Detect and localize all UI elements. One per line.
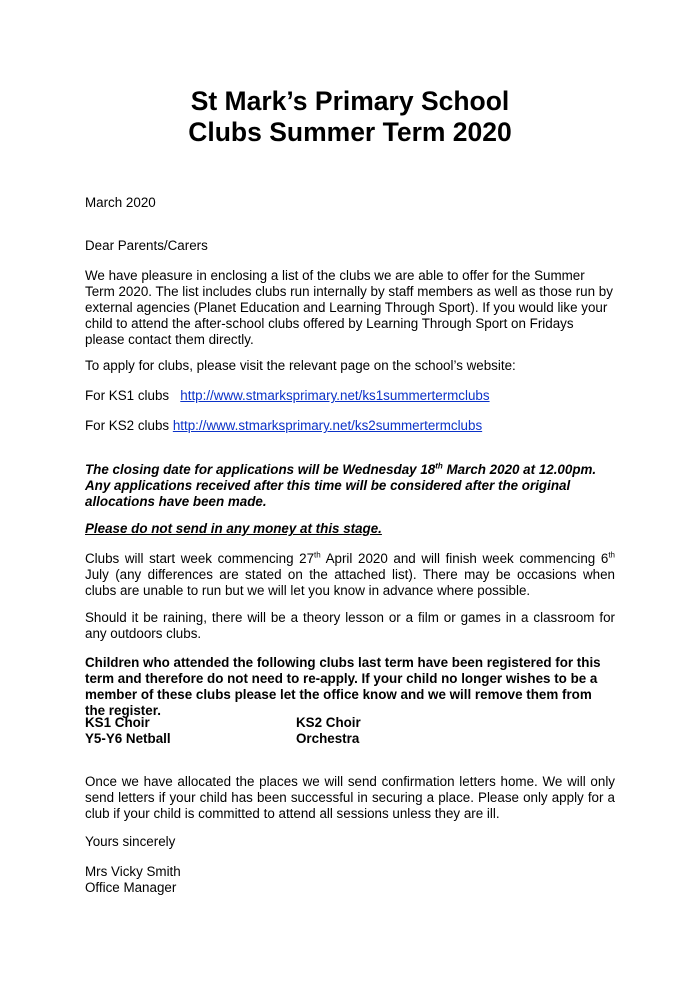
letter-date: March 2020 [85, 195, 156, 210]
closing-date-notice [85, 462, 615, 510]
apply-instructions: To apply for clubs, please visit the relevant page on the school’s website: [85, 358, 516, 373]
closing-sup: th [435, 461, 443, 471]
signoff: Yours sincerely [85, 834, 176, 849]
letter-heading [0, 86, 700, 148]
closing-text-1: The closing date for applications will be Wednesday 18 [85, 462, 436, 477]
start-text-3: July (any differences are stated on the attached list). There may be occasions when clubs are unable to run but we will let you know in advance where possible. [85, 567, 615, 598]
closing-text-2: March 2020 at 12.00pm. Any applications received after this time will be considered after the original allocations have been made. [85, 462, 597, 509]
allocation-paragraph: Once we have allocated the places we will send confirmation letters home. We will only send letters if your child has been successful in securing a place. Please only apply for a club if your child is committed to attend all sessions unless they are ill. [85, 774, 615, 821]
start-text-1: Clubs will start week commencing 27 [85, 551, 315, 566]
no-money-notice: Please do not send in any money at this stage. [85, 521, 382, 536]
ks1-line [85, 388, 615, 404]
ks1-clubs-link[interactable]: http://www.stmarksprimary.net/ks1summertermclubs [180, 388, 490, 403]
ks1-label: For KS1 clubs [85, 388, 170, 403]
greeting: Dear Parents/Carers [85, 238, 208, 253]
rain-paragraph: Should it be raining, there will be a theory lesson or a film or games in a classroom for any outdoors clubs. [85, 610, 615, 641]
start-dates-paragraph [85, 551, 615, 599]
intro-paragraph: We have pleasure in enclosing a list of the clubs we are able to offer for the Summer Term 2020. The list includes clubs run internally by staff members as well as those run by external agencies (Planet Education and Learning Through Sport). If you would like your child to attend the after-school clubs offered by Learning Through Sport on Fridays please contact them directly. [85, 268, 613, 347]
signer-name: Mrs Vicky Smith [85, 864, 181, 879]
letter-title: Clubs Summer Term 2020 [188, 117, 512, 147]
club-ks2-choir: KS2 Choir [296, 715, 361, 730]
start-sup-1: th [314, 550, 321, 560]
start-text-2: April 2020 and will finish week commencing 6 [320, 551, 609, 566]
signer-block [85, 864, 615, 896]
ks2-line [85, 418, 615, 434]
start-sup-2: th [608, 550, 615, 560]
ks2-clubs-link[interactable]: http://www.stmarksprimary.net/ks2summertermclubs [172, 418, 483, 433]
school-name: St Mark’s Primary School [190, 86, 510, 116]
ks2-label: For KS2 clubs [85, 418, 170, 433]
club-y5-y6-netball: Y5-Y6 Netball [85, 731, 171, 746]
club-orchestra: Orchestra [296, 731, 360, 746]
signer-role: Office Manager [85, 880, 177, 895]
club-ks1-choir: KS1 Choir [85, 715, 150, 730]
registered-notice: Children who attended the following clubs last term have been registered for this term and therefore do not need to re-apply. If your child no longer wishes to be a member of these clubs please let the office know and we will remove them from the register. [85, 655, 601, 718]
